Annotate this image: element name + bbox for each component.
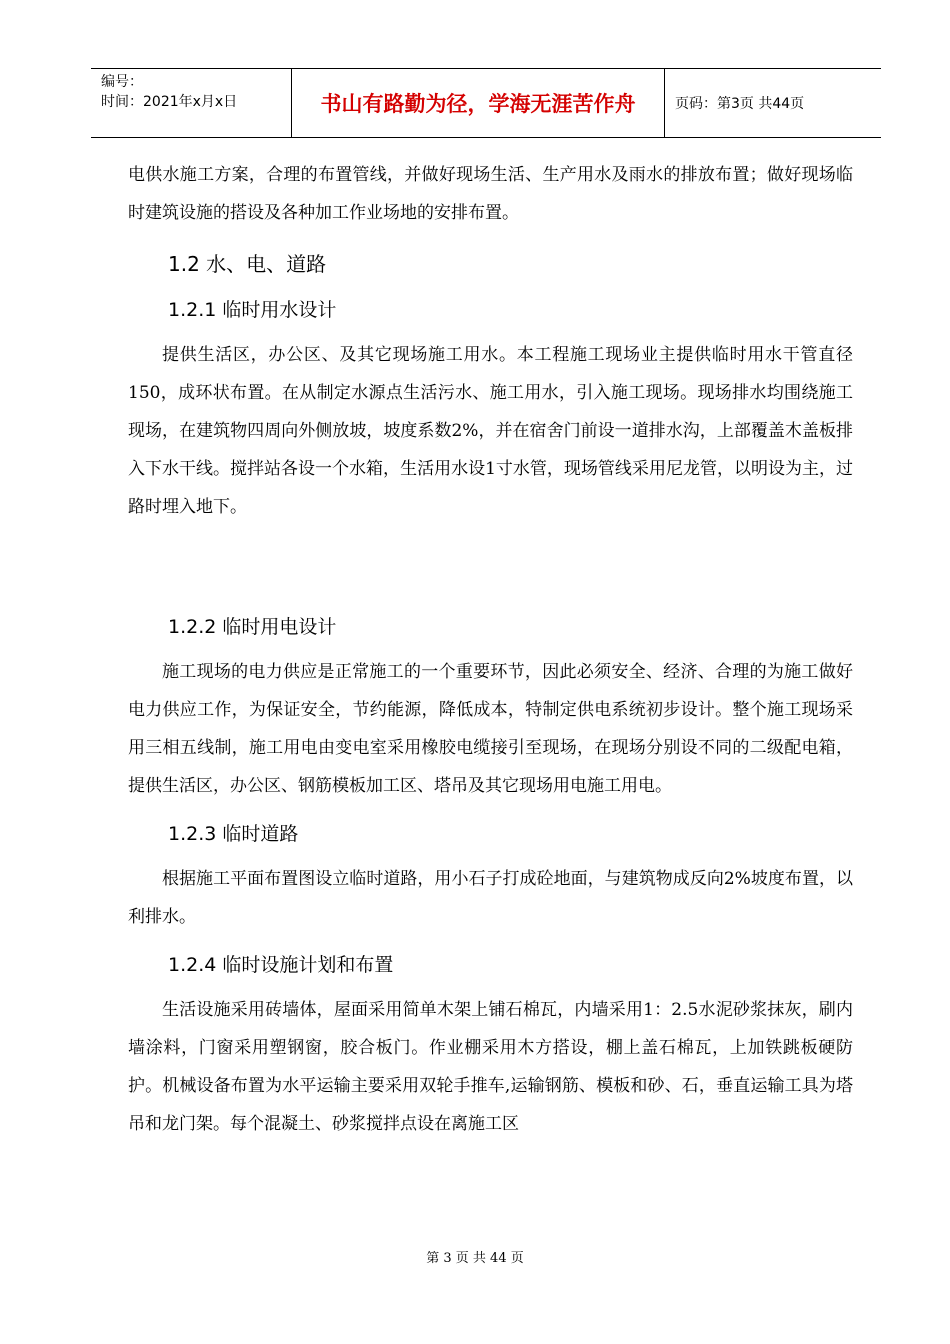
page-footer: 第 3 页 共 44 页: [426, 1251, 524, 1266]
section-1-2-3-body: 根据施工平面布置图设立临时道路，用小石子打成砼地面，与建筑物成反向2%坡度布置，以利排水。: [128, 869, 853, 927]
header-meta: [91, 69, 292, 137]
section-1-2-4-title: 1.2.4 临时设施计划和布置: [168, 954, 394, 976]
number-label: 编号：: [101, 74, 143, 90]
section-1-2-title: 1.2 水、电、道路: [168, 252, 327, 276]
section-1-2-1-body: 提供生活区，办公区、及其它现场施工用水。本工程施工现场业主提供临时用水干管直径150，成环状布置。在从制定水源点生活污水、施工用水，引入施工现场。现场排水均围绕施工现场，在建筑物四周向外侧放坡，坡度系数2%，并在宿舍门前设一道排水沟，上部覆盖木盖板排入下水干线。搅拌站各设一个水箱，生活用水设1寸水管，现场管线采用尼龙管，以明设为主，过路时埋入地下。: [128, 345, 853, 517]
page-header: [91, 68, 881, 138]
intro-paragraph: 电供水施工方案，合理的布置管线，并做好现场生活、生产用水及雨水的排放布置；做好现场临时建筑设施的搭设及各种加工作业场地的安排布置。: [128, 165, 853, 223]
section-1-2-2-title: 1.2.2 临时用电设计: [168, 616, 337, 638]
section-1-2-4-body: 生活设施采用砖墙体，屋面采用简单木架上铺石棉瓦，内墙采用1：2.5水泥砂浆抹灰，刷内墙涂料，门窗采用塑钢窗，胶合板门。作业棚采用木方搭设，棚上盖石棉瓦，上加铁跳板硬防护。机械设备布置为水平运输主要采用双轮手推车,运输钢筋、模板和砂、石，垂直运输工具为塔吊和龙门架。每个混凝土、砂浆搅拌点设在离施工区: [128, 1000, 853, 1134]
section-1-2-2-body: 施工现场的电力供应是正常施工的一个重要环节，因此必须安全、经济、合理的为施工做好电力供应工作，为保证安全，节约能源，降低成本，特制定供电系统初步设计。整个施工现场采用三相五线制，施工用电由变电室采用橡胶电缆接引至现场，在现场分别设不同的二级配电箱，提供生活区，办公区、钢筋模板加工区、塔吊及其它现场用电施工用电。: [128, 662, 853, 796]
time-label: 时间：2021年x月x日: [101, 94, 238, 110]
section-1-2-3-title: 1.2.3 临时道路: [168, 823, 299, 845]
header-page-info: 页码：第3页 共44页: [675, 96, 805, 112]
header-motto: 书山有路勤为径，学海无涯苦作舟: [292, 69, 665, 137]
section-1-2-1-title: 1.2.1 临时用水设计: [168, 299, 337, 321]
document-body: [128, 156, 853, 1143]
